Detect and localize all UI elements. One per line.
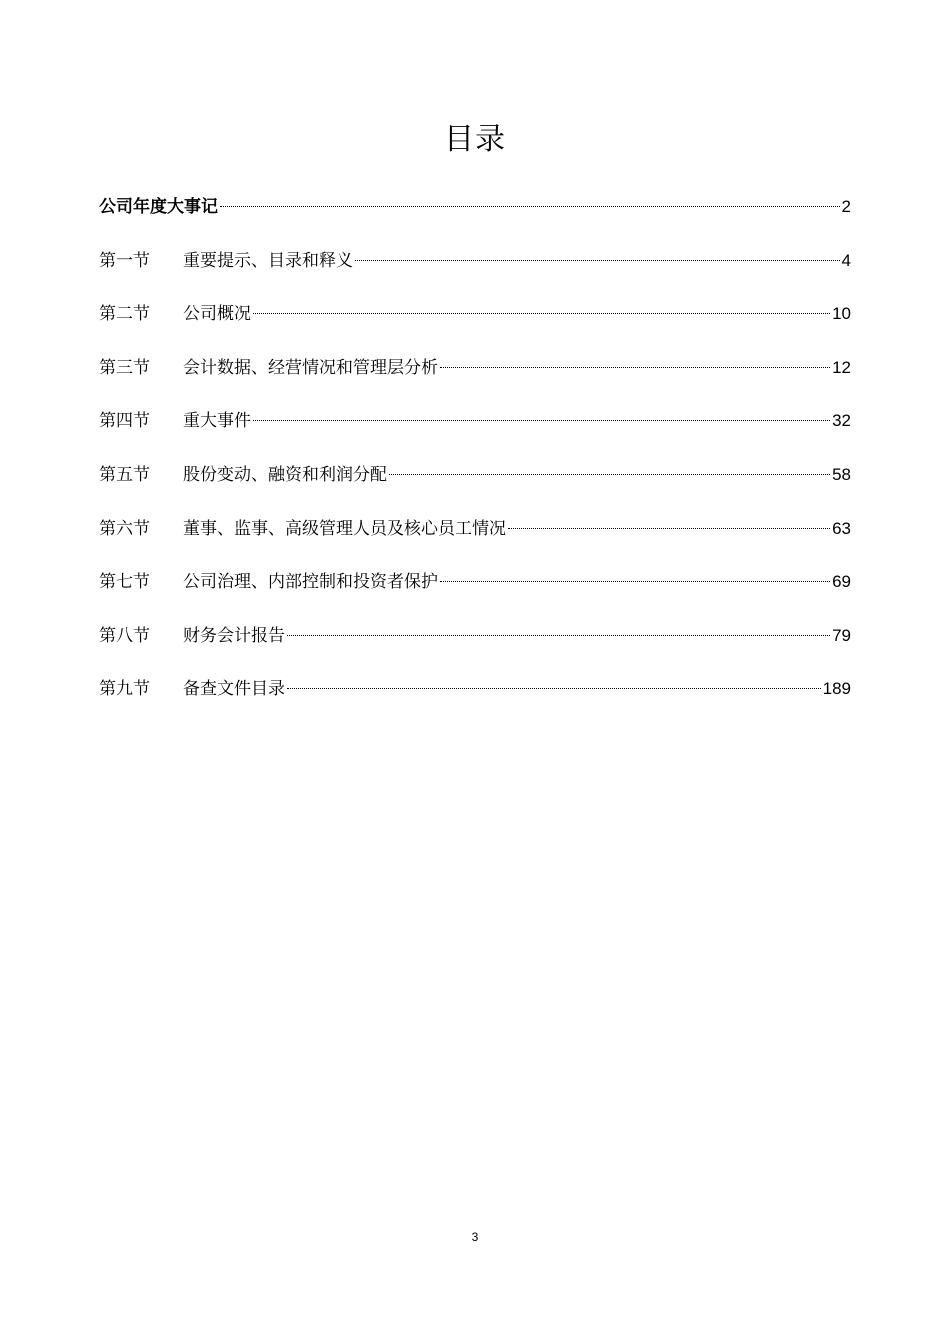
- dot-leader: [440, 367, 830, 368]
- table-of-contents: [99, 190, 851, 726]
- toc-entry-page: 79: [832, 625, 851, 645]
- toc-entry-section: 第一节: [99, 250, 150, 271]
- toc-entry-title: 公司治理、内部控制和投资者保护: [183, 572, 438, 593]
- toc-entry-page: 10: [832, 304, 851, 324]
- page-title: 目录: [444, 122, 506, 157]
- toc-entry-section-1[interactable]: [99, 244, 851, 298]
- toc-entry-section: 第六节: [99, 518, 150, 539]
- toc-entry-section: 第四节: [99, 411, 150, 432]
- toc-entry-section-9[interactable]: [99, 672, 851, 726]
- toc-entry-page: 58: [832, 464, 851, 484]
- dot-leader: [287, 635, 830, 636]
- toc-entry-section: 第五节: [99, 464, 150, 485]
- toc-entry-page: 63: [832, 518, 851, 538]
- toc-entry-title: 会计数据、经营情况和管理层分析: [183, 357, 438, 378]
- toc-entry-section: 第二节: [99, 304, 150, 325]
- toc-entry-title: 公司年度大事记: [99, 197, 218, 217]
- toc-entry-section: 第三节: [99, 357, 150, 378]
- toc-entry-page: 12: [832, 357, 851, 377]
- toc-entry-section-3[interactable]: [99, 351, 851, 405]
- dot-leader: [253, 313, 830, 314]
- toc-entry-title: 董事、监事、高级管理人员及核心员工情况: [183, 518, 506, 539]
- dot-leader: [355, 260, 840, 261]
- toc-entry-page: 189: [822, 679, 851, 699]
- dot-leader: [287, 688, 821, 689]
- dot-leader: [508, 528, 830, 529]
- toc-entry-title: 股份变动、融资和利润分配: [183, 464, 387, 485]
- dot-leader: [440, 581, 830, 582]
- toc-entry-page: 32: [832, 411, 851, 431]
- toc-entry-section-5[interactable]: [99, 458, 851, 512]
- toc-entry-section-8[interactable]: [99, 619, 851, 673]
- toc-entry-page: 2: [841, 197, 851, 216]
- toc-entry-section-6[interactable]: [99, 512, 851, 566]
- toc-entry-title: 财务会计报告: [183, 625, 285, 646]
- toc-entry-section: 第七节: [99, 572, 150, 593]
- toc-entry-section-2[interactable]: [99, 297, 851, 351]
- dot-leader: [220, 206, 840, 207]
- toc-entry-title: 重要提示、目录和释义: [183, 250, 353, 271]
- toc-entry-title: 重大事件: [183, 411, 251, 432]
- toc-entry-section: 第八节: [99, 625, 150, 646]
- dot-leader: [253, 420, 830, 421]
- toc-entry-section-7[interactable]: [99, 565, 851, 619]
- toc-entry-title: 公司概况: [183, 304, 251, 325]
- toc-entry-section-4[interactable]: [99, 404, 851, 458]
- toc-entry-highlights[interactable]: [99, 190, 851, 244]
- toc-entry-section: 第九节: [99, 679, 150, 700]
- dot-leader: [389, 474, 830, 475]
- toc-entry-page: 69: [832, 572, 851, 592]
- toc-entry-page: 4: [841, 250, 851, 270]
- page-number: 3: [471, 1230, 479, 1244]
- toc-entry-title: 备查文件目录: [183, 679, 285, 700]
